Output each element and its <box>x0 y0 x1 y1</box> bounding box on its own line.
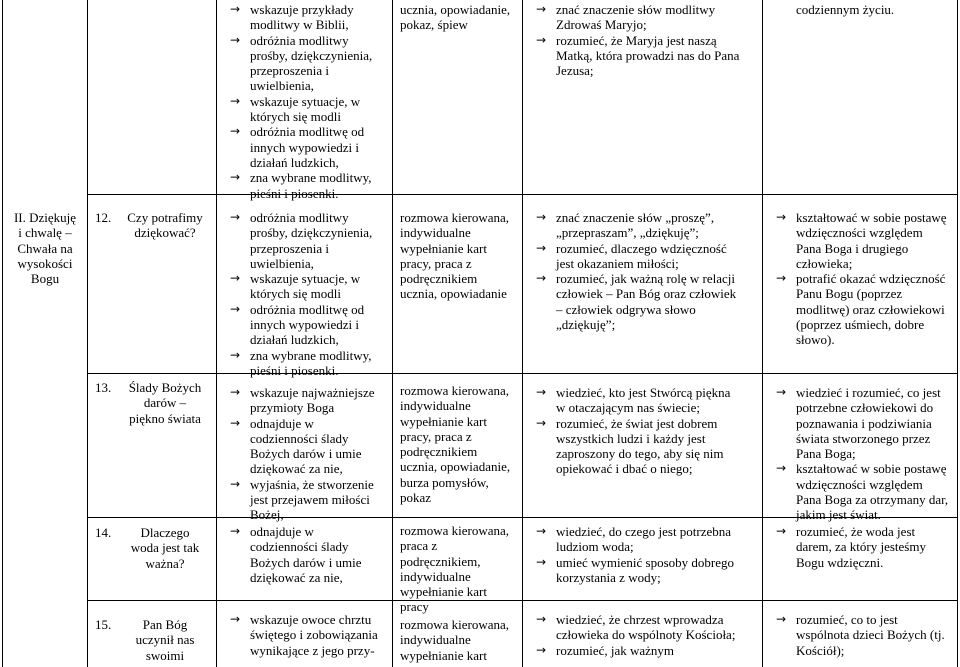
list-item <box>530 555 760 586</box>
column-divider <box>216 0 217 667</box>
list-item <box>224 33 390 94</box>
list-item-text: których się modli <box>250 286 341 302</box>
arrow-bullet-icon: → <box>775 271 787 286</box>
list-item <box>224 2 390 33</box>
list-item-text: zna wybrane modlitwy, <box>250 347 372 363</box>
list-item-text: odnajduje w <box>250 415 314 431</box>
list-item-text: wspólnota dzieci Bożych (tj. <box>796 627 945 643</box>
list-item-text: odróżnia modlitwę od <box>250 301 365 317</box>
list-item-text: odróżnia modlitwę od <box>250 124 365 140</box>
list-item-text: innych wypowiedzi i <box>250 317 360 333</box>
list-item <box>770 210 956 271</box>
lesson-number: 12. <box>95 210 112 225</box>
list-item-text: potrafić okazać wdzięczność <box>796 271 946 287</box>
arrow-bullet-icon: → <box>229 415 241 430</box>
requirements-list <box>224 612 390 658</box>
list-item <box>224 170 390 201</box>
arrow-bullet-icon: → <box>229 170 241 185</box>
methods-text: ucznia, opowiadanie, pokaz, śpiew <box>400 2 511 33</box>
arrow-bullet-icon: → <box>775 210 787 224</box>
arrow-bullet-icon: → <box>229 347 241 362</box>
list-item <box>530 612 760 643</box>
requirements-list <box>224 385 390 523</box>
section-title: II. Dziękuję i chwalę – Chwała na wysokości Bogu <box>13 210 77 287</box>
list-item-text: odnajduje w <box>250 524 314 539</box>
arrow-bullet-icon: → <box>229 210 241 224</box>
methods-text: rozmowa kierowana, praca z podręcznikiem, indywidualne wypełnianie kart pracy <box>400 523 510 615</box>
list-item-text: korzystania z wody; <box>556 569 661 585</box>
list-item <box>224 271 390 302</box>
arrow-bullet-icon: → <box>229 524 241 538</box>
list-item-text: człowieka do wspólnoty Kościoła; <box>556 627 736 643</box>
methods-text: rozmowa kierowana, indywidualne wypełnianie kart pracy, praca z podręcznikiem ucznia, opowiadanie <box>400 210 510 302</box>
lesson-14: 14. Dlaczego woda jest tak ważna? <box>95 525 200 571</box>
list-item <box>224 210 390 271</box>
arrow-bullet-icon: → <box>229 124 241 139</box>
arrow-bullet-icon: → <box>535 415 547 430</box>
list-item-text: których się modli <box>250 109 341 125</box>
list-item-text: Matką, która prowadzi nas do Pana <box>556 47 740 63</box>
methods-text: rozmowa kierowana, indywidualne wypełnianie kart pracy, praca z podręcznikiem ucznia, opowiadanie, burza pomysłów, pokaz <box>400 383 511 506</box>
list-item-text: człowieka; <box>796 255 853 271</box>
outcomes-list <box>530 2 760 78</box>
list-item-text: prośby, dziękczynienia, <box>250 225 373 241</box>
list-item <box>224 348 390 379</box>
column-divider <box>87 0 88 667</box>
arrow-bullet-icon: → <box>775 385 787 399</box>
list-item-text: wskazuje owoce chrztu <box>250 612 372 627</box>
list-item-text: w otaczającym nas świecie; <box>556 400 701 416</box>
list-item-text: wiedzieć i rozumieć, co jest <box>796 385 941 400</box>
row-divider <box>87 194 958 195</box>
list-item <box>530 385 760 416</box>
list-item-text: wynikające z jego przy- <box>250 642 375 658</box>
list-item-text: wszystkich ludzi i każdy jest <box>556 430 706 446</box>
list-item-text: świętego i zobowiązania <box>250 627 378 643</box>
list-item-text: znać znaczenie słów „proszę”, <box>556 210 715 225</box>
list-item <box>530 210 760 241</box>
row-divider <box>87 373 958 374</box>
list-item-text: rozumieć, że Maryja jest naszą <box>556 32 717 48</box>
list-item-text: modlitwy w Biblii, <box>250 17 349 33</box>
list-item-text: Jezusa; <box>556 63 594 79</box>
outcomes-list <box>530 612 760 658</box>
arrow-bullet-icon: → <box>535 2 547 16</box>
arrow-bullet-icon: → <box>229 271 241 286</box>
list-item <box>770 385 956 461</box>
arrow-bullet-icon: → <box>229 2 241 16</box>
list-item-text: przeproszenia i <box>250 240 330 256</box>
list-item-text: odróżnia modlitwy <box>250 32 349 48</box>
list-item-text: darem, za który jesteśmy <box>796 539 926 555</box>
list-item-text: działań ludzkich, <box>250 154 339 170</box>
list-item <box>530 241 760 272</box>
list-item-text: Kościół); <box>796 642 845 658</box>
arrow-bullet-icon: → <box>535 271 547 286</box>
list-item <box>770 461 956 522</box>
list-item-text: wiedzieć, kto jest Stwórcą piękna <box>556 385 731 400</box>
arrow-bullet-icon: → <box>535 554 547 569</box>
list-item-text: kształtować w sobie postawę <box>796 210 947 225</box>
list-item-text: zna wybrane modlitwy, <box>250 170 372 186</box>
list-item-text: Bogu wdzięczni. <box>796 554 884 570</box>
list-item-text: odróżnia modlitwy <box>250 210 349 225</box>
arrow-bullet-icon: → <box>229 476 241 491</box>
table-border-left <box>2 0 3 667</box>
attitudes-list <box>770 385 956 523</box>
list-item <box>530 416 760 477</box>
arrow-bullet-icon: → <box>535 642 547 657</box>
list-item-text: rozumieć, jak ważną rolę w relacji <box>556 271 736 287</box>
list-item-text: słowo). <box>796 332 835 348</box>
list-item <box>530 271 760 332</box>
list-item-text: pieśni i piosenki. <box>250 362 339 378</box>
list-item-text: przymioty Boga <box>250 400 335 416</box>
outcomes-list <box>530 524 760 585</box>
list-item-text: człowiek – Pan Bóg oraz człowiek <box>556 286 737 302</box>
list-item-text: – człowiek odgrywa słowo <box>556 301 696 317</box>
list-item <box>224 302 390 348</box>
list-item-text: rozumieć, że świat jest dobrem <box>556 415 718 431</box>
list-item-text: wdzięczności względem <box>796 225 923 241</box>
list-item-text: poznawania i podziwiania <box>796 415 932 431</box>
list-item-text: Panu Bogu (poprzez <box>796 286 903 302</box>
list-item-text: wiedzieć, że chrzest wprowadza <box>556 612 724 627</box>
list-item-text: Bożych darów i umie <box>250 446 362 462</box>
arrow-bullet-icon: → <box>229 93 241 108</box>
list-item-text: wiedzieć, do czego jest potrzebna <box>556 524 732 539</box>
list-item-text: wdzięczności względem <box>796 476 923 492</box>
lesson-number: 14. <box>95 525 112 540</box>
list-item-text: jest przejawem miłości <box>250 492 370 508</box>
list-item <box>224 524 390 585</box>
list-item-text: rozumieć, co to jest <box>796 612 898 627</box>
attitudes-list <box>770 612 956 658</box>
list-item-text: rozumieć, jak ważnym <box>556 642 675 658</box>
arrow-bullet-icon: → <box>775 461 787 476</box>
list-item-text: innych wypowiedzi i <box>250 139 360 155</box>
list-item <box>770 612 956 658</box>
list-item-text: rozumieć, że woda jest <box>796 524 916 539</box>
requirements-list <box>224 210 390 378</box>
list-item-text: kształtować w sobie postawę <box>796 461 947 477</box>
list-item-text: dziękować za nie, <box>250 569 343 585</box>
arrow-bullet-icon: → <box>229 612 241 626</box>
arrow-bullet-icon: → <box>229 385 241 399</box>
lesson-13: 13. Ślady Bożych darów – piękno świata <box>95 380 202 426</box>
list-item-text: jakim jest świat. <box>796 507 881 523</box>
list-item-text: potrzebne człowiekowi do <box>796 400 934 416</box>
arrow-bullet-icon: → <box>535 524 547 538</box>
list-item-text: modlitwę) oraz człowiekowi <box>796 301 945 317</box>
arrow-bullet-icon: → <box>775 612 787 626</box>
attitudes-list <box>770 210 956 348</box>
list-item-text: Bożej, <box>250 507 284 523</box>
lesson-number: 15. <box>95 617 112 632</box>
list-item <box>530 524 760 555</box>
lesson-number: 13. <box>95 380 112 395</box>
list-item-text: wskazuje przykłady <box>250 2 354 17</box>
list-item-text: zaproszony do tego, aby się nim <box>556 446 724 462</box>
methods-text: rozmowa kierowana, indywidualne wypełnianie kart <box>400 617 510 663</box>
list-item-text: uwielbienia, <box>250 255 314 271</box>
arrow-bullet-icon: → <box>535 240 547 255</box>
list-item-text: pieśni i piosenki. <box>250 185 339 201</box>
list-item-text: opiekować i dbać o niego; <box>556 461 693 477</box>
column-divider <box>522 0 523 667</box>
list-item-text: codzienności ślady <box>250 430 349 446</box>
list-item-text: jest okazaniem miłości; <box>556 255 679 271</box>
list-item <box>770 271 956 347</box>
arrow-bullet-icon: → <box>775 524 787 538</box>
attitudes-list <box>770 524 956 570</box>
requirements-list <box>224 2 390 201</box>
list-item-text: Pana Boga; <box>796 446 856 462</box>
arrow-bullet-icon: → <box>229 32 241 47</box>
list-item-text: Pana Boga za otrzymany dar, <box>796 492 949 508</box>
lesson-12: 12. Czy potrafimy dziękować? <box>95 210 203 241</box>
list-item-text: uwielbienia, <box>250 78 314 94</box>
list-item-text: Pana Boga i drugiego <box>796 240 909 256</box>
list-item-text: wskazuje sytuacje, w <box>250 93 361 109</box>
list-item-text: wskazuje najważniejsze <box>250 385 375 400</box>
arrow-bullet-icon: → <box>535 612 547 626</box>
list-item-text: „dziękuję”; <box>556 317 616 333</box>
arrow-bullet-icon: → <box>535 210 547 224</box>
list-item-text: znać znaczenie słów modlitwy <box>556 2 716 17</box>
list-item-text: przeproszenia i <box>250 63 330 79</box>
list-item-text: dziękować za nie, <box>250 461 343 477</box>
lesson-15: 15. Pan Bóg uczynił nas swoimi <box>95 617 195 663</box>
list-item-text: umieć wymienić sposoby dobrego <box>556 554 734 570</box>
list-item-text: codzienności ślady <box>250 539 349 555</box>
list-item-text: działań ludzkich, <box>250 332 339 348</box>
list-item-text: „przepraszam”, „dziękuję”; <box>556 225 699 241</box>
attitudes-text: codziennym życiu. <box>796 2 895 17</box>
arrow-bullet-icon: → <box>535 385 547 399</box>
list-item <box>530 33 760 79</box>
list-item-text: rozumieć, dlaczego wdzięczność <box>556 240 727 256</box>
list-item <box>224 477 390 523</box>
column-divider <box>392 0 393 667</box>
list-item-text: prośby, dziękczynienia, <box>250 47 373 63</box>
list-item-text: ludziom woda; <box>556 539 634 555</box>
list-item <box>224 416 390 477</box>
table-border-right <box>957 0 958 667</box>
list-item-text: świata stworzonego przez <box>796 430 931 446</box>
list-item-text: wskazuje sytuacje, w <box>250 271 361 287</box>
list-item <box>224 124 390 170</box>
requirements-list <box>224 524 390 585</box>
outcomes-list <box>530 385 760 477</box>
row-divider <box>87 600 958 601</box>
arrow-bullet-icon: → <box>229 301 241 316</box>
arrow-bullet-icon: → <box>535 32 547 47</box>
list-item-text: Bożych darów i umie <box>250 554 362 570</box>
list-item <box>530 643 760 658</box>
outcomes-list <box>530 210 760 332</box>
list-item <box>224 612 390 658</box>
list-item <box>224 385 390 416</box>
list-item-text: Zdrowaś Maryjo; <box>556 17 647 33</box>
list-item-text: (poprzez uśmiech, dobre <box>796 317 925 333</box>
list-item <box>530 2 760 33</box>
list-item <box>770 524 956 570</box>
list-item-text: wyjaśnia, że stworzenie <box>250 476 374 492</box>
column-divider <box>762 0 763 667</box>
list-item <box>224 94 390 125</box>
